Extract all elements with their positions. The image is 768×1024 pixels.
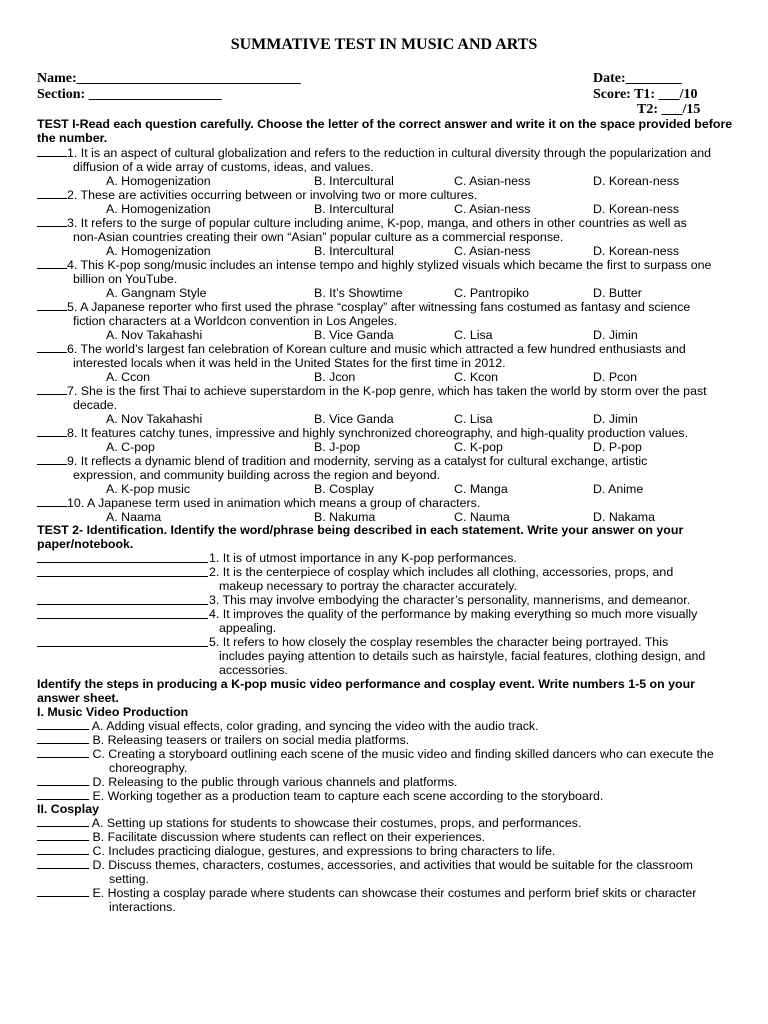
identification-line: 3. This may involve embodying the character’s personality, mannerisms, and demeanor.: [209, 593, 691, 607]
section-field: Section: ___________________: [37, 87, 222, 102]
identification-line-cont: appealing.: [219, 621, 277, 635]
question: [37, 384, 747, 398]
question-text: 1. It is an aspect of cultural globalization and refers to the reduction in cultural diversity through the popularization and: [67, 146, 712, 160]
identification-line: 1. It is of utmost importance in any K-pop performances.: [209, 551, 517, 565]
answer-line[interactable]: [37, 562, 208, 563]
step-text-cont: choreography.: [109, 761, 188, 775]
choice: D. Jimin: [593, 412, 638, 426]
answer-blank[interactable]: [37, 216, 67, 227]
answer-blank[interactable]: [37, 496, 67, 507]
question-text-cont: non-Asian countries creating their own “Asian” popular culture as a commercial response.: [73, 230, 564, 244]
choice: C. Asian-ness: [454, 244, 531, 258]
choice: C. Nauma: [454, 510, 510, 524]
question-text: 3. It refers to the surge of popular culture including anime, K-pop, manga, and others in other countries as well as: [67, 216, 687, 230]
choice: A. Naama: [106, 510, 162, 524]
identification-line-cont: includes paying attention to details such as hairstyle, facial features, clothing design, and: [219, 649, 706, 663]
question-text-cont: fiction characters at a Worldcon convention in Los Angeles.: [73, 314, 398, 328]
answer-blank[interactable]: [37, 384, 67, 395]
step-text: B. Releasing teasers or trailers on social media platforms.: [89, 733, 410, 747]
question-text: 7. She is the first Thai to achieve superstardom in the K-pop genre, which has taken the world by storm over the past: [67, 384, 707, 398]
question-text-cont: decade.: [73, 398, 118, 412]
choice: B. Cosplay: [314, 482, 374, 496]
page-title: SUMMATIVE TEST IN MUSIC AND ARTS: [230, 36, 538, 53]
step-item: [37, 719, 757, 733]
step-item: [37, 830, 757, 844]
choice: B. Intercultural: [314, 244, 394, 258]
step-text: E. Hosting a cosplay parade where students can showcase their costumes and perform brief skits or character: [89, 886, 697, 900]
cosplay-title: II. Cosplay: [37, 802, 99, 816]
choice: C. K-pop: [454, 440, 503, 454]
steps-instruction: Identify the steps in producing a K-pop music video performance and cosplay event. Write numbers 1-5 on your answer sheet.: [37, 677, 695, 705]
choice: A. C-pop: [106, 440, 155, 454]
choice: A. Nov Takahashi: [106, 328, 203, 342]
question-text: 8. It features catchy tunes, impressive and highly synchronized choreography, and high-quality production values.: [67, 426, 689, 440]
step-item: [37, 858, 757, 886]
identification-text: [209, 635, 749, 677]
question: [37, 342, 747, 356]
question-text: 10. A Japanese term used in animation which means a group of characters.: [67, 496, 481, 510]
identification-text: [209, 607, 749, 635]
step-text: A. Adding visual effects, color grading, and syncing the video with the audio track.: [89, 719, 539, 733]
choice: B. Intercultural: [314, 174, 394, 188]
answer-line[interactable]: [37, 618, 208, 619]
choice: A. Ccon: [106, 370, 151, 384]
identification-line: 2. It is the centerpiece of cosplay which includes all clothing, accessories, props, and: [209, 565, 674, 579]
choice: C. Pantropiko: [454, 286, 530, 300]
question-text-cont: diffusion of a wide array of customs, ideas, and values.: [73, 160, 374, 174]
answer-blank[interactable]: [37, 188, 67, 199]
answer-blank[interactable]: [37, 258, 67, 269]
step-item: [37, 747, 757, 775]
choice: B. Vice Ganda: [314, 328, 394, 342]
question: [37, 146, 747, 160]
question: [37, 300, 747, 314]
step-item: [37, 733, 757, 747]
choice: B. Jcon: [314, 370, 356, 384]
answer-line[interactable]: [37, 747, 89, 758]
score-t1: Score: T1: ___/10: [593, 87, 698, 102]
question-text: 9. It reflects a dynamic blend of tradition and modernity, serving as a catalyst for cultural exchange, artistic: [67, 454, 648, 468]
music-video-title: I. Music Video Production: [37, 705, 189, 719]
step-item: [37, 789, 757, 803]
choice: C. Asian-ness: [454, 174, 531, 188]
choice: D. Jimin: [593, 328, 638, 342]
question-text: 2. These are activities occurring between or involving two or more cultures.: [67, 188, 478, 202]
step-item: [37, 775, 757, 789]
choice: A. K-pop music: [106, 482, 191, 496]
identification-text: [209, 551, 749, 565]
choice: A. Homogenization: [106, 244, 211, 258]
choice: D. Korean-ness: [593, 244, 680, 258]
question-text-cont: interested locals when it was held in the United States for the first time in 2012.: [73, 356, 506, 370]
question: [37, 188, 747, 202]
question: [37, 426, 747, 440]
question: [37, 454, 747, 468]
step-text: C. Creating a storyboard outlining each scene of the music video and finding skilled dancers who can execute the: [89, 747, 714, 761]
identification-line-cont: accessories.: [219, 663, 288, 677]
answer-line[interactable]: [37, 816, 89, 827]
choice: D. P-pop: [593, 440, 642, 454]
answer-line[interactable]: [37, 858, 89, 869]
step-text: D. Discuss themes, characters, costumes, accessories, and activities that would be suitable for the classroom: [89, 858, 693, 872]
choice: B. Intercultural: [314, 202, 394, 216]
step-text-cont: setting.: [109, 872, 149, 886]
step-item: [37, 844, 757, 858]
step-text: D. Releasing to the public through various channels and platforms.: [89, 775, 458, 789]
identification-text: [209, 593, 749, 607]
step-text: B. Facilitate discussion where students can reflect on their experiences.: [89, 830, 486, 844]
answer-line[interactable]: [37, 789, 89, 800]
choice: B. Nakuma: [314, 510, 376, 524]
step-item: [37, 886, 757, 914]
choice: D. Anime: [593, 482, 644, 496]
step-item: [37, 816, 757, 830]
choice: B. J-pop: [314, 440, 361, 454]
question-text: 4. This K-pop song/music includes an intense tempo and highly stylized visuals which became the first to surpass one: [67, 258, 712, 272]
choice: D. Korean-ness: [593, 202, 680, 216]
choice: C. Lisa: [454, 412, 493, 426]
answer-blank[interactable]: [37, 426, 67, 437]
date-field: Date:________: [593, 71, 682, 86]
choice: D. Korean-ness: [593, 174, 680, 188]
test2-instruction: TEST 2- Identification. Identify the word/phrase being described in each statement. Write your answer on your paper/notebook.: [37, 523, 684, 551]
choice: A. Gangnam Style: [106, 286, 207, 300]
question: [37, 496, 747, 510]
answer-blank[interactable]: [37, 300, 67, 311]
choice: C. Kcon: [454, 370, 499, 384]
choice: D. Butter: [593, 286, 642, 300]
answer-line[interactable]: [37, 719, 89, 730]
choice: A. Homogenization: [106, 174, 211, 188]
step-text: A. Setting up stations for students to showcase their costumes, props, and performances.: [89, 816, 582, 830]
answer-blank[interactable]: [37, 146, 67, 157]
step-text: E. Working together as a production team to capture each scene according to the storyboard.: [89, 789, 604, 803]
test1-instruction: TEST I-Read each question carefully. Choose the letter of the correct answer and write it on the space provided before the number.: [37, 117, 733, 145]
identification-text: [209, 565, 749, 593]
choice: D. Pcon: [593, 370, 638, 384]
question-text-cont: expression, and community building across the region and beyond.: [73, 468, 441, 482]
choice: C. Lisa: [454, 328, 493, 342]
choice: A. Homogenization: [106, 202, 211, 216]
question: [37, 216, 747, 230]
answer-line[interactable]: [37, 886, 89, 897]
identification-line-cont: makeup necessary to portray the character accurately.: [219, 579, 517, 593]
answer-line[interactable]: [37, 830, 89, 841]
score-t2: T2: ___/15: [637, 102, 701, 117]
name-field: Name:________________________________: [37, 71, 301, 86]
step-text-cont: interactions.: [109, 900, 176, 914]
answer-blank[interactable]: [37, 454, 67, 465]
choice: D. Nakama: [593, 510, 655, 524]
choice: C. Asian-ness: [454, 202, 531, 216]
identification-line: 5. It refers to how closely the cosplay resembles the character being portrayed. This: [209, 635, 669, 649]
answer-line[interactable]: [37, 576, 208, 577]
choice: B. Vice Ganda: [314, 412, 394, 426]
question-text: 6. The world’s largest fan celebration of Korean culture and music which attracted a few hundred enthusiasts and: [67, 342, 686, 356]
identification-line: 4. It improves the quality of the performance by making everything so much more visually: [209, 607, 698, 621]
question-text: 5. A Japanese reporter who first used the phrase “cosplay” after witnessing fans costumed as fantasy and science: [67, 300, 691, 314]
answer-blank[interactable]: [37, 342, 67, 353]
answer-line[interactable]: [37, 844, 89, 855]
question: [37, 258, 747, 272]
choice: A. Nov Takahashi: [106, 412, 203, 426]
answer-line[interactable]: [37, 646, 208, 647]
question-text-cont: billion on YouTube.: [73, 272, 178, 286]
choice: C. Manga: [454, 482, 508, 496]
choice: B. It’s Showtime: [314, 286, 403, 300]
answer-line[interactable]: [37, 733, 89, 744]
answer-line[interactable]: [37, 775, 89, 786]
answer-line[interactable]: [37, 604, 208, 605]
step-text: C. Includes practicing dialogue, gestures, and expressions to bring characters to life.: [89, 844, 556, 858]
